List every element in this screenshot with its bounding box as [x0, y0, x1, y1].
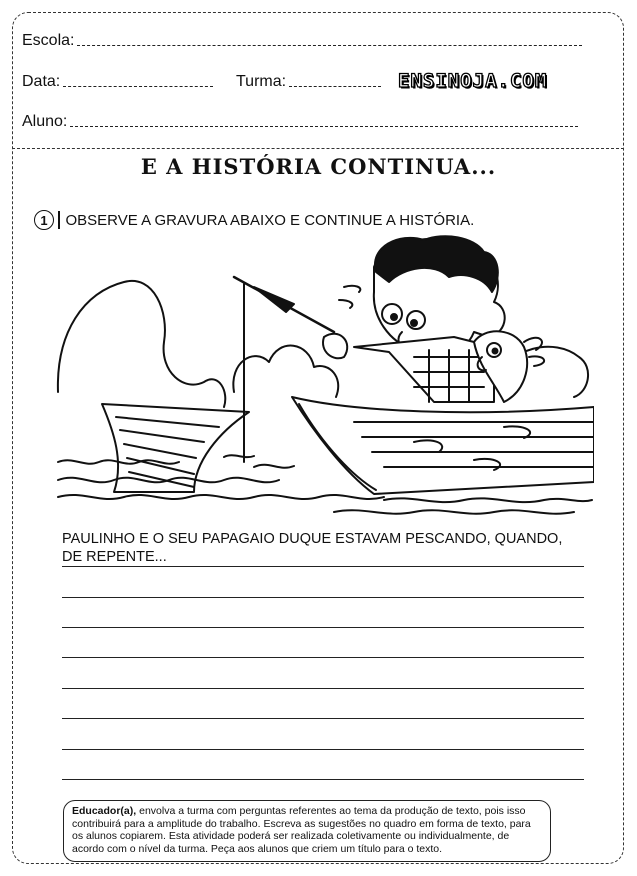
educator-note-text: envolva a turma com perguntas referentes ao tema da produção de texto, pois isso contribuirá para a amplitude do trabalho. Escreva as sugestões no quadro em forma de texto, para os alunos copiarem. Esta atividade poderá ser realizada coletivamente ou individualmente, de acordo com o nível da turma. Peça aos alunos que criem um título para o texto.: [72, 805, 531, 855]
writing-line[interactable]: [62, 749, 584, 750]
site-logo: ENSINOJA.COM: [398, 70, 548, 92]
left-wave-cloud: [58, 281, 225, 407]
writing-line[interactable]: [62, 627, 584, 628]
page-title: E A HISTÓRIA CONTINUA...: [140, 154, 497, 179]
question-divider: [58, 211, 60, 229]
writing-line[interactable]: [62, 779, 584, 780]
student-label: Aluno:: [22, 113, 68, 130]
instruction: [34, 210, 474, 230]
school-input-line[interactable]: [77, 44, 582, 46]
writing-line[interactable]: [62, 688, 584, 689]
boy-icon: [323, 236, 505, 402]
writing-line[interactable]: [62, 718, 584, 719]
student-field: [22, 113, 578, 131]
student-input-line[interactable]: [70, 125, 578, 127]
educator-note: [63, 800, 551, 862]
boat-icon: [292, 397, 594, 494]
date-label: Data:: [22, 73, 61, 90]
fishing-boat-illustration: [54, 232, 594, 532]
writing-line[interactable]: [62, 566, 584, 567]
date-field: [22, 73, 213, 91]
school-label: Escola:: [22, 32, 75, 49]
header-divider: [12, 148, 624, 149]
date-input-line[interactable]: [63, 85, 213, 87]
story-prompt: PAULINHO E O SEU PAPAGAIO DUQUE ESTAVAM PESCANDO, QUANDO, DE REPENTE...: [62, 531, 563, 565]
writing-line[interactable]: [62, 597, 584, 598]
instruction-text: OBSERVE A GRAVURA ABAIXO E CONTINUE A HISTÓRIA.: [65, 211, 475, 229]
middle-cloud: [233, 346, 338, 397]
educator-note-lead: Educador(a),: [72, 805, 137, 817]
writing-line[interactable]: [62, 657, 584, 658]
class-input-line[interactable]: [289, 85, 381, 87]
class-label: Turma:: [236, 73, 287, 90]
class-field: [236, 73, 381, 91]
school-field: [22, 32, 582, 50]
question-number: 1: [34, 210, 54, 230]
